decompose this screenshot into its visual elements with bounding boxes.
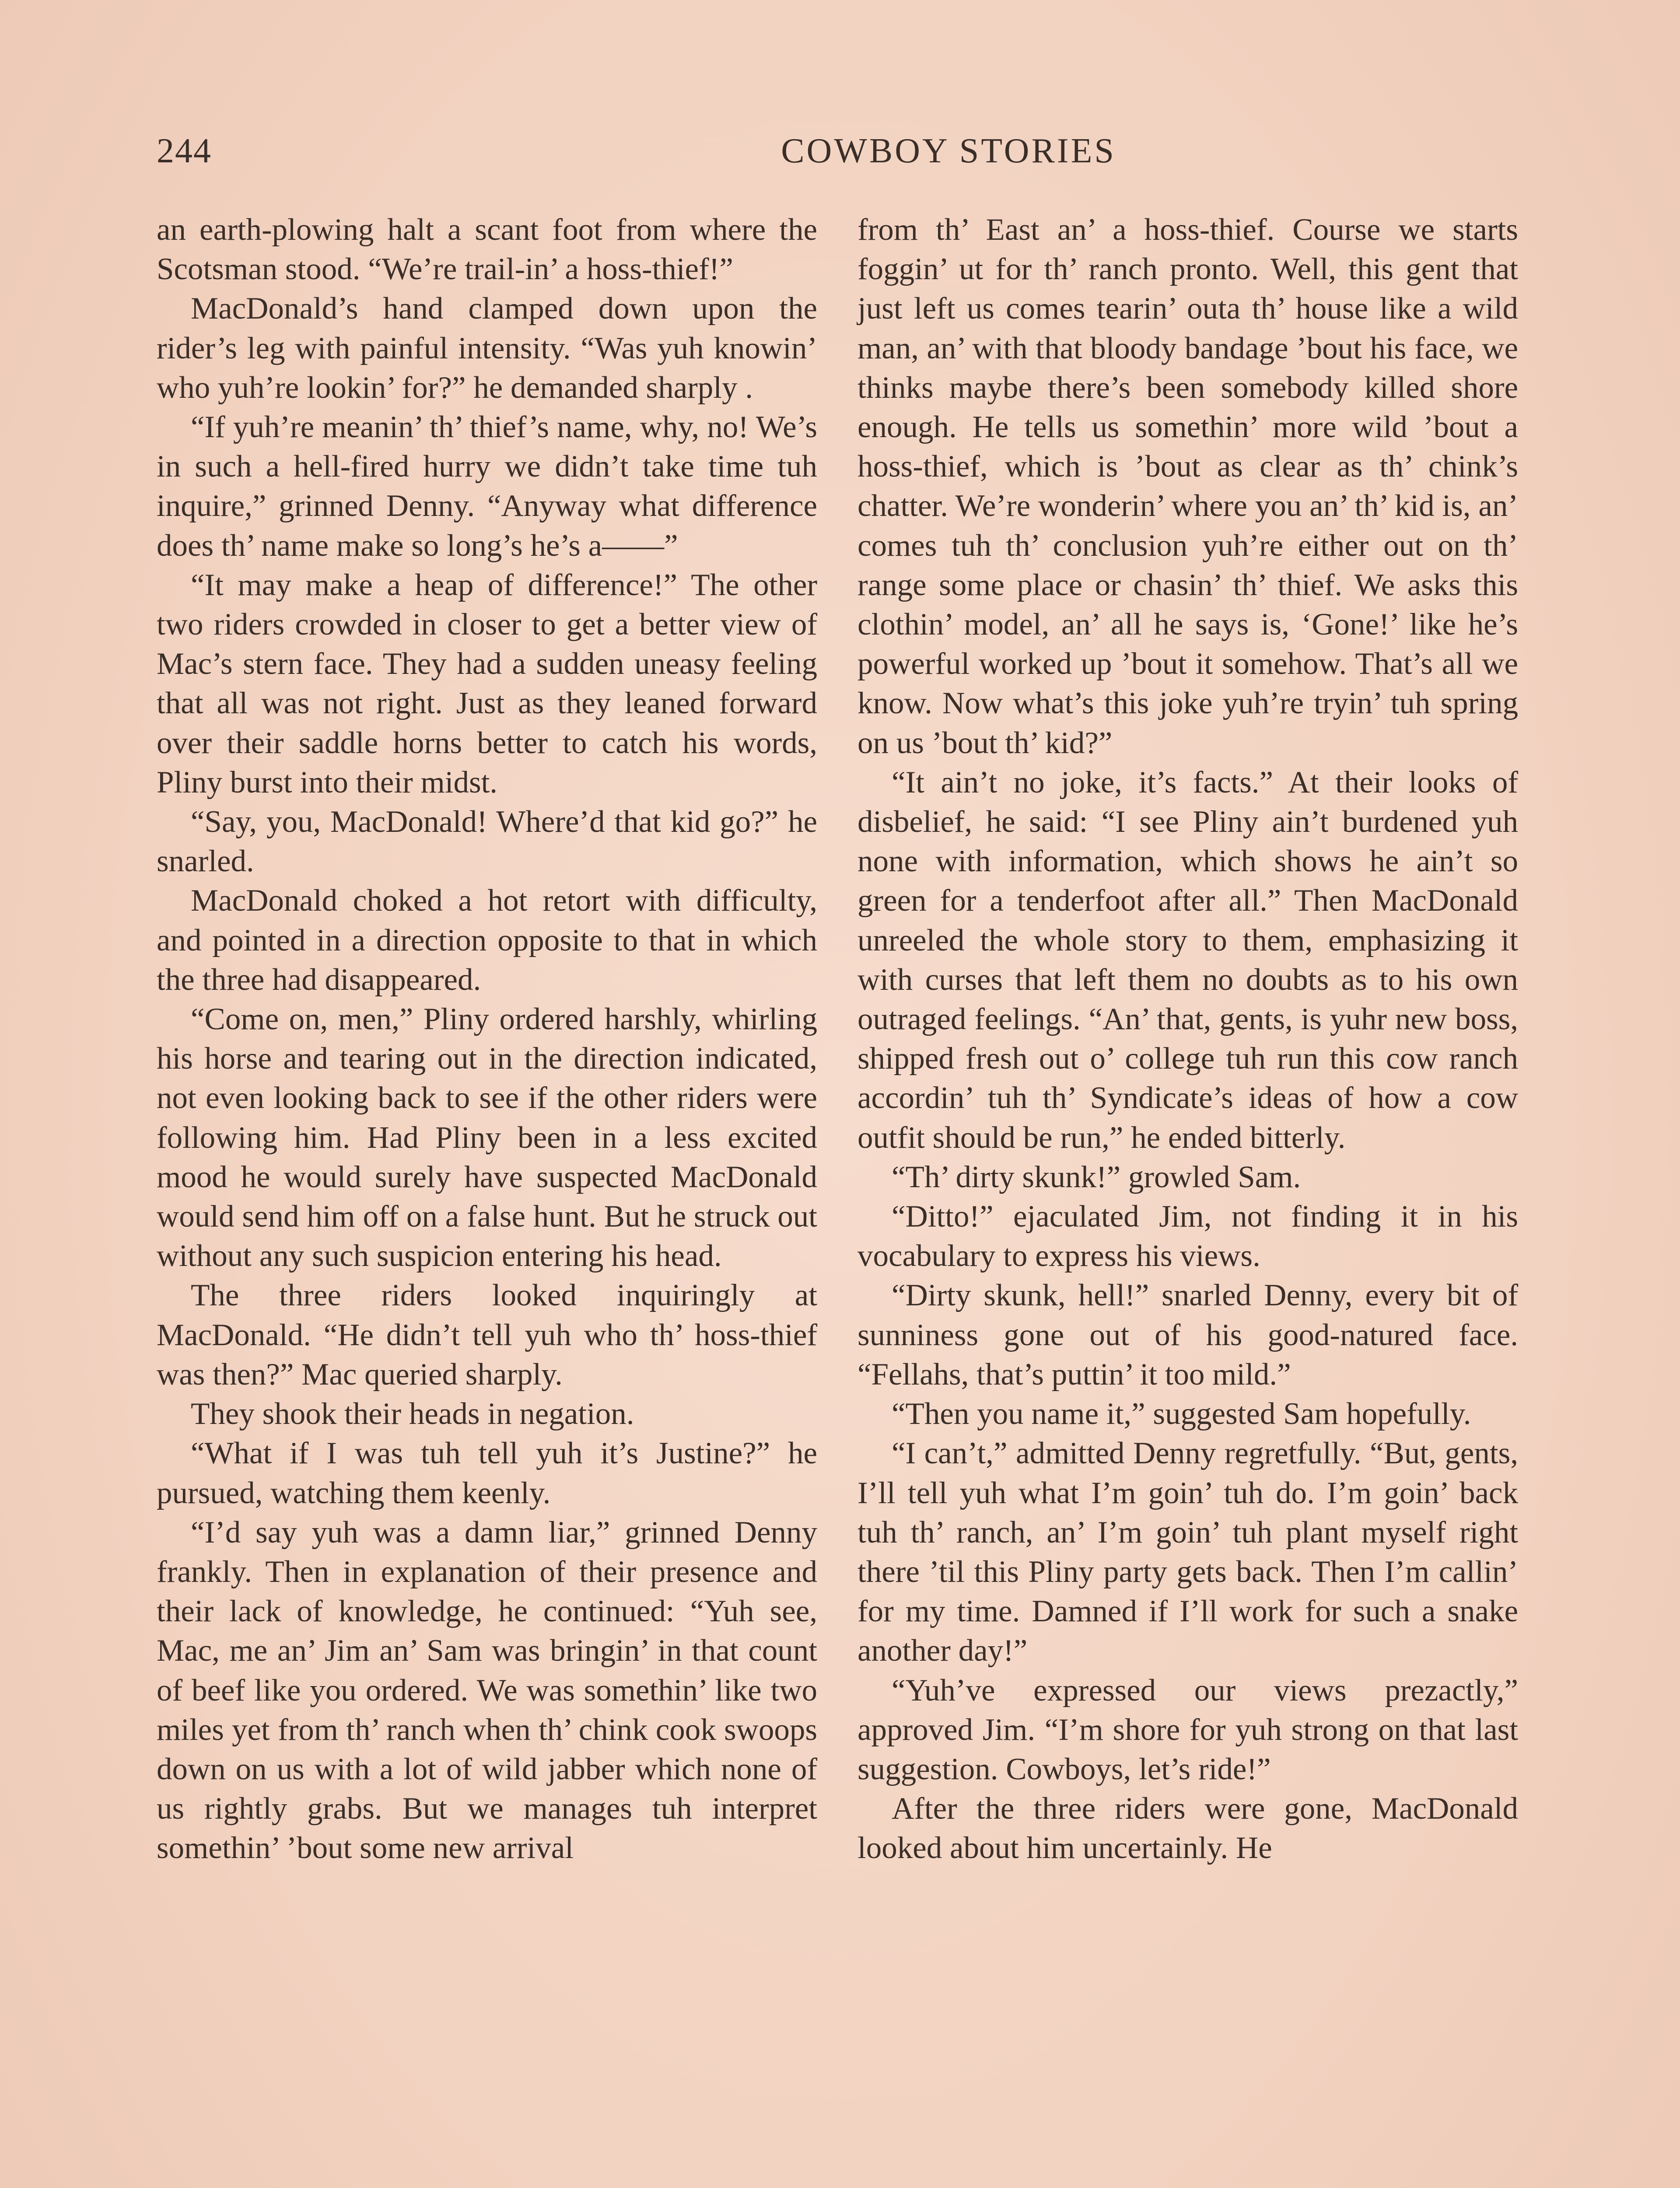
paragraph: “I can’t,” admitted Denny regretfully. “But, gents, I’ll tell yuh what I’m goin’ tuh do. I’m goin’ back tuh th’ ranch, an’ I’m goin’ tuh plant myself right there ’til this Pliny party gets back. Then I’m callin’ for my time. Damned if I’ll work for such a snake another day!” bbox=[858, 1436, 1518, 1668]
paragraph: from th’ East an’ a hoss-thief. Course we starts foggin’ ut for th’ ranch pronto. Well, this gent that just left us comes tearin’ outa th’ house like a wild man, an’ with that bloody bandage ’bout his face, we thinks maybe there’s been somebody killed shore enough. He tells us somethin’ more wild ’bout a hoss-thief, which is ’bout as clear as th’ chink’s chatter. We’re wonderin’ where you an’ th’ kid is, an’ comes tuh th’ conclusion yuh’re either out on th’ range some place or chasin’ th’ thief. We asks this clothin’ model, an’ all he says is, ‘Gone!’ like he’s powerful worked up ’bout it somehow. That’s all we know. Now what’s this joke yuh’re tryin’ tuh spring on us ’bout th’ kid?” bbox=[858, 213, 1518, 760]
page-header bbox=[157, 127, 1116, 175]
paragraph: “Then you name it,” suggested Sam hopefully. bbox=[892, 1397, 1471, 1431]
paragraph: “Come on, men,” Pliny ordered harshly, whirling his horse and tearing out in the direction indicated, not even looking back to see if the other riders were following him. Had Pliny been in a less excited mood he would surely have suspected MacDonald would send him off on a false hunt. But he struck out without any such suspicion entering his head. bbox=[157, 1002, 817, 1273]
paragraph: MacDonald choked a hot retort with difficulty, and pointed in a direction opposite to that in which the three had disappeared. bbox=[157, 884, 817, 997]
page-number: 244 bbox=[157, 132, 212, 170]
paragraph: After the three riders were gone, MacDonald looked about him uncertainly. He bbox=[858, 1792, 1518, 1865]
paragraph: They shook their heads in negation. bbox=[191, 1397, 634, 1431]
paragraph: MacDonald’s hand clamped down upon the rider’s leg with painful intensity. “Was yuh knowin’ who yuh’re lookin’ for?” he demanded sharply . bbox=[157, 291, 817, 405]
paragraph: “Th’ dirty skunk!” growled Sam. bbox=[892, 1160, 1301, 1194]
paragraph: “It may make a heap of difference!” The other two riders crowded in closer to get a better view of Mac’s stern face. They had a sudden uneasy feeling that all was not right. Just as they leaned forward over their saddle horns better to catch his words, Pliny burst into their midst. bbox=[157, 568, 817, 799]
paragraph: “I’d say yuh was a damn liar,” grinned Denny frankly. Then in explanation of their presence and their lack of knowledge, he continued: “Yuh see, Mac, me an’ Jim an’ Sam was bringin’ in that count of beef like you ordered. We was somethin’ like two miles yet from th’ ranch when th’ chink cook swoops down on us with a lot of wild jabber which none of us rightly grabs. But we manages tuh interpret somethin’ ’bout some new arrival bbox=[157, 1515, 817, 1865]
paragraph: “Yuh’ve expressed our views prezactly,” approved Jim. “I’m shore for yuh strong on that last suggestion. Cowboys, let’s ride!” bbox=[858, 1673, 1518, 1786]
paragraph: “It ain’t no joke, it’s facts.” At their looks of disbelief, he said: “I see Pliny ain’t burdened yuh none with information, which shows he ain’t so green for a tenderfoot after all.” Then MacDonald unreeled the whole story to them, emphasizing it with curses that left them no doubts as to his own outraged feelings. “An’ that, gents, is yuhr new boss, shipped fresh out o’ college tuh run this cow ranch accordin’ tuh th’ Syndicate’s ideas of how a cow outfit should be run,” he ended bitterly. bbox=[858, 765, 1518, 1155]
right-column bbox=[858, 210, 1518, 1868]
paragraph: “Dirty skunk, hell!” snarled Denny, every bit of sunniness gone out of his good-natured face. “Fellahs, that’s puttin’ it too mild.” bbox=[858, 1278, 1518, 1392]
paragraph: The three riders looked inquiringly at MacDonald. “He didn’t tell yuh who th’ hoss-thief was then?” Mac queried sharply. bbox=[157, 1278, 817, 1392]
paragraph: “If yuh’re meanin’ th’ thief’s name, why, no! We’s in such a hell-fired hurry we didn’t take time tuh inquire,” grinned Denny. “Anyway what difference does th’ name make so long’s he’s a——” bbox=[157, 410, 817, 563]
left-column bbox=[157, 210, 817, 1868]
paragraph: an earth-plowing halt a scant foot from where the Scotsman stood. “We’re trail-in’ a hoss-thief!” bbox=[157, 213, 817, 287]
paragraph: “Ditto!” ejaculated Jim, not finding it in his vocabulary to express his views. bbox=[858, 1199, 1518, 1273]
paragraph: “Say, you, MacDonald! Where’d that kid go?” he snarled. bbox=[157, 805, 817, 879]
paragraph: “What if I was tuh tell yuh it’s Justine?” he pursued, watching them keenly. bbox=[157, 1436, 817, 1510]
running-title: COWBOY STORIES bbox=[781, 132, 1116, 170]
